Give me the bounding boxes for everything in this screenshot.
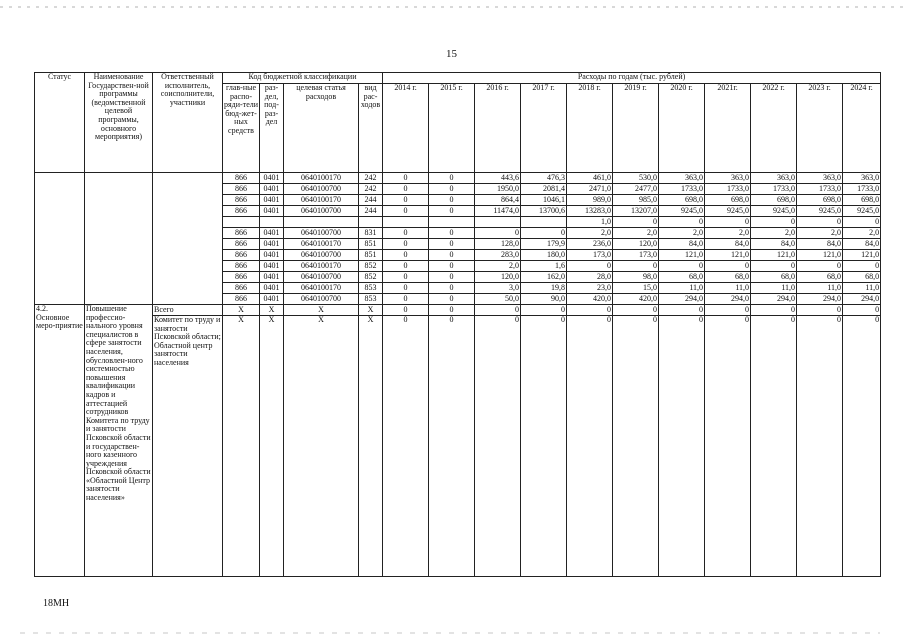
page-number: 15 (446, 48, 457, 60)
value-cell: 476,3 (521, 173, 567, 184)
table-row (35, 173, 881, 184)
value-cell: 363,0 (751, 173, 797, 184)
csr-cell: 0640100170 (284, 239, 359, 250)
value-cell: 0 (797, 217, 843, 228)
value-cell (383, 217, 429, 228)
header-rzpr: раз-дел, под-раз-дел (260, 84, 284, 173)
rzpr-cell: 0401 (260, 184, 284, 195)
value-cell: 11,0 (705, 283, 751, 294)
value-cell: 0 (613, 305, 659, 316)
header-year: 2016 г. (475, 84, 521, 173)
value-cell: 2477,0 (613, 184, 659, 195)
value-cell: 2,0 (843, 228, 881, 239)
value-cell: 0 (429, 316, 475, 577)
value-cell: 294,0 (659, 294, 705, 305)
value-cell: 68,0 (705, 272, 751, 283)
value-cell: 2471,0 (567, 184, 613, 195)
value-cell: 0 (613, 261, 659, 272)
value-cell: 0 (613, 217, 659, 228)
value-cell: 11,0 (843, 283, 881, 294)
value-cell: 13207,0 (613, 206, 659, 217)
value-cell: 120,0 (613, 239, 659, 250)
csr-cell: 0640100700 (284, 294, 359, 305)
value-cell: 121,0 (659, 250, 705, 261)
value-cell: 9245,0 (797, 206, 843, 217)
value-cell: 15,0 (613, 283, 659, 294)
value-cell: 11,0 (659, 283, 705, 294)
value-cell: 0 (751, 261, 797, 272)
value-cell: 0 (383, 305, 429, 316)
value-cell: 530,0 (613, 173, 659, 184)
value-cell: 0 (383, 261, 429, 272)
header-year: 2017 г. (521, 84, 567, 173)
value-cell: 363,0 (797, 173, 843, 184)
participant-label: Комитет по труду и занятости Псковской области; Областной центр занятости населения (153, 316, 223, 577)
grbs-cell: 866 (223, 228, 260, 239)
value-cell: 0 (429, 195, 475, 206)
value-cell: 461,0 (567, 173, 613, 184)
value-cell: 0 (567, 305, 613, 316)
value-cell: 0 (659, 217, 705, 228)
value-cell: 989,0 (567, 195, 613, 206)
csr-cell: 0640100700 (284, 250, 359, 261)
header-year: 2015 г. (429, 84, 475, 173)
value-cell: 0 (429, 305, 475, 316)
rzpr-cell: 0401 (260, 250, 284, 261)
scan-artifact-top (0, 6, 905, 8)
value-cell: 2,0 (659, 228, 705, 239)
footer-code: 18МН (43, 598, 70, 609)
value-cell: 0 (567, 316, 613, 577)
header-year: 2022 г. (751, 84, 797, 173)
value-cell: 1733,0 (751, 184, 797, 195)
header-program-name: Наименование Государствен-ной программы (ведомственной целевой программы, основного мероприятия) (85, 73, 153, 173)
vr-cell: 831 (359, 228, 383, 239)
rzpr-cell: 0401 (260, 195, 284, 206)
value-cell (429, 217, 475, 228)
vr-cell (359, 217, 383, 228)
value-cell: 1733,0 (659, 184, 705, 195)
grbs-cell: 866 (223, 184, 260, 195)
value-cell: 9245,0 (659, 206, 705, 217)
value-cell: 19,8 (521, 283, 567, 294)
value-cell: 698,0 (659, 195, 705, 206)
csr-cell: 0640100170 (284, 195, 359, 206)
value-cell: 84,0 (659, 239, 705, 250)
value-cell: 0 (383, 283, 429, 294)
grbs-cell: 866 (223, 239, 260, 250)
rzpr-cell: 0401 (260, 283, 284, 294)
name-cell-empty (85, 173, 153, 305)
header-year: 2023 г. (797, 84, 843, 173)
csr-cell: 0640100700 (284, 206, 359, 217)
value-cell: 0 (521, 316, 567, 577)
value-cell: 363,0 (659, 173, 705, 184)
csr-cell: 0640100700 (284, 272, 359, 283)
value-cell: 121,0 (843, 250, 881, 261)
value-cell: 236,0 (567, 239, 613, 250)
value-cell: 84,0 (843, 239, 881, 250)
value-cell: 23,0 (567, 283, 613, 294)
table-row-total (35, 305, 881, 316)
grbs-cell: 866 (223, 195, 260, 206)
value-cell: 84,0 (797, 239, 843, 250)
value-cell: 2,0 (567, 228, 613, 239)
value-cell: 0 (383, 173, 429, 184)
value-cell: 420,0 (567, 294, 613, 305)
value-cell: 68,0 (843, 272, 881, 283)
header-year: 2019 г. (613, 84, 659, 173)
total-rzpr-cell: X (260, 305, 284, 316)
value-cell: 121,0 (751, 250, 797, 261)
vr-cell: 852 (359, 272, 383, 283)
grbs-cell: 866 (223, 206, 260, 217)
vr-cell: 853 (359, 283, 383, 294)
value-cell: 0 (521, 228, 567, 239)
value-cell: 2081,4 (521, 184, 567, 195)
value-cell: 0 (521, 305, 567, 316)
vr-cell: 244 (359, 195, 383, 206)
value-cell: 173,0 (567, 250, 613, 261)
value-cell: 0 (383, 195, 429, 206)
value-cell: 68,0 (797, 272, 843, 283)
header-grbs: глав-ные распо-ряди-тели бюд-жет-ных средств (223, 84, 260, 173)
rzpr-cell (260, 217, 284, 228)
grbs-cell: 866 (223, 283, 260, 294)
grbs-cell: 866 (223, 173, 260, 184)
value-cell: 0 (613, 316, 659, 577)
header-year: 2018 г. (567, 84, 613, 173)
measure-status: 4.2. Основное меро-приятие (35, 305, 85, 577)
value-cell: 0 (429, 272, 475, 283)
value-cell: 13283,0 (567, 206, 613, 217)
value-cell: 294,0 (751, 294, 797, 305)
value-cell: 0 (383, 184, 429, 195)
budget-table (34, 72, 881, 577)
rzpr-cell: 0401 (260, 261, 284, 272)
value-cell: 1,0 (567, 217, 613, 228)
value-cell: 0 (797, 261, 843, 272)
value-cell: 1950,0 (475, 184, 521, 195)
value-cell: 90,0 (521, 294, 567, 305)
participant-rzpr-cell: X (260, 316, 284, 577)
value-cell: 0 (475, 316, 521, 577)
status-cell-empty (35, 173, 85, 305)
header-vr: вид рас-ходов (359, 84, 383, 173)
csr-cell: 0640100170 (284, 173, 359, 184)
measure-name: Повышение професcио-нального уровня специалистов в сфере занятости населения, обусловлен-ного системностью повышения квалификации кадров и аттестацией сотрудников Комитета по труду и занятости Псковской области и государствен-ного казенного учреждения Псковской области «Областной Центр занятости населения» (85, 305, 153, 577)
value-cell: 0 (659, 305, 705, 316)
value-cell: 0 (843, 261, 881, 272)
rzpr-cell: 0401 (260, 272, 284, 283)
value-cell: 363,0 (705, 173, 751, 184)
rzpr-cell: 0401 (260, 239, 284, 250)
value-cell: 294,0 (797, 294, 843, 305)
value-cell: 68,0 (751, 272, 797, 283)
value-cell: 0 (797, 316, 843, 577)
value-cell: 0 (843, 217, 881, 228)
value-cell: 0 (475, 305, 521, 316)
grbs-cell: 866 (223, 294, 260, 305)
value-cell: 0 (659, 316, 705, 577)
value-cell: 0 (383, 228, 429, 239)
value-cell: 84,0 (751, 239, 797, 250)
value-cell: 121,0 (797, 250, 843, 261)
value-cell: 985,0 (613, 195, 659, 206)
value-cell: 28,0 (567, 272, 613, 283)
grbs-cell: 866 (223, 272, 260, 283)
value-cell: 11,0 (797, 283, 843, 294)
csr-cell: 0640100700 (284, 228, 359, 239)
value-cell: 420,0 (613, 294, 659, 305)
value-cell: 0 (429, 250, 475, 261)
value-cell: 68,0 (659, 272, 705, 283)
grbs-cell: 866 (223, 261, 260, 272)
header-year: 2014 г. (383, 84, 429, 173)
value-cell: 0 (475, 228, 521, 239)
value-cell: 0 (705, 316, 751, 577)
vr-cell: 242 (359, 173, 383, 184)
value-cell: 443,6 (475, 173, 521, 184)
participant-csr-cell: X (284, 316, 359, 577)
header-year: 2020 г. (659, 84, 705, 173)
rzpr-cell: 0401 (260, 173, 284, 184)
value-cell: 2,0 (797, 228, 843, 239)
participant-vr-cell: X (359, 316, 383, 577)
header-year: 2024 г. (843, 84, 881, 173)
header-status: Статус (35, 73, 85, 173)
value-cell: 13700,6 (521, 206, 567, 217)
vr-cell: 242 (359, 184, 383, 195)
scan-artifact-bottom (20, 632, 880, 634)
header-responsible: Ответственный исполнитель, соисполнители, участники (153, 73, 223, 173)
value-cell: 0 (843, 316, 881, 577)
value-cell: 0 (429, 173, 475, 184)
value-cell: 1733,0 (843, 184, 881, 195)
value-cell: 2,0 (613, 228, 659, 239)
value-cell: 98,0 (613, 272, 659, 283)
total-vr-cell: X (359, 305, 383, 316)
value-cell: 180,0 (521, 250, 567, 261)
value-cell: 120,0 (475, 272, 521, 283)
value-cell: 0 (705, 261, 751, 272)
table-row-participant (35, 316, 881, 577)
vr-cell: 244 (359, 206, 383, 217)
vr-cell: 853 (359, 294, 383, 305)
value-cell: 698,0 (797, 195, 843, 206)
value-cell: 0 (429, 294, 475, 305)
value-cell: 0 (429, 261, 475, 272)
header-expenses: Расходы по годам (тыс. рублей) (383, 73, 881, 84)
value-cell: 0 (383, 316, 429, 577)
value-cell: 3,0 (475, 283, 521, 294)
value-cell: 84,0 (705, 239, 751, 250)
value-cell: 0 (429, 206, 475, 217)
value-cell: 9245,0 (843, 206, 881, 217)
value-cell: 0 (751, 217, 797, 228)
value-cell: 0 (429, 228, 475, 239)
value-cell: 283,0 (475, 250, 521, 261)
value-cell: 2,0 (751, 228, 797, 239)
value-cell: 128,0 (475, 239, 521, 250)
value-cell: 363,0 (843, 173, 881, 184)
rzpr-cell: 0401 (260, 206, 284, 217)
value-cell: 2,0 (705, 228, 751, 239)
value-cell (521, 217, 567, 228)
value-cell: 2,0 (475, 261, 521, 272)
value-cell: 0 (843, 305, 881, 316)
value-cell: 11,0 (751, 283, 797, 294)
header-csr: целевая статья расходов (284, 84, 359, 173)
value-cell: 179,9 (521, 239, 567, 250)
value-cell: 0 (705, 217, 751, 228)
value-cell: 698,0 (843, 195, 881, 206)
grbs-cell: 866 (223, 250, 260, 261)
value-cell: 0 (383, 239, 429, 250)
total-label: Всего (153, 305, 223, 316)
value-cell: 1733,0 (705, 184, 751, 195)
value-cell: 294,0 (705, 294, 751, 305)
value-cell: 0 (659, 261, 705, 272)
value-cell: 50,0 (475, 294, 521, 305)
value-cell: 1,6 (521, 261, 567, 272)
header-budget-code: Код бюджетной классификации (223, 73, 383, 84)
value-cell: 698,0 (751, 195, 797, 206)
csr-cell: 0640100170 (284, 283, 359, 294)
value-cell: 11474,0 (475, 206, 521, 217)
header-year: 2021г. (705, 84, 751, 173)
value-cell: 1046,1 (521, 195, 567, 206)
value-cell: 0 (383, 272, 429, 283)
vr-cell: 851 (359, 250, 383, 261)
value-cell: 9245,0 (751, 206, 797, 217)
rzpr-cell: 0401 (260, 228, 284, 239)
participant-grbs-cell: X (223, 316, 260, 577)
value-cell: 0 (751, 316, 797, 577)
value-cell: 294,0 (843, 294, 881, 305)
value-cell: 864,4 (475, 195, 521, 206)
value-cell: 0 (567, 261, 613, 272)
vr-cell: 851 (359, 239, 383, 250)
total-csr-cell: X (284, 305, 359, 316)
csr-cell: 0640100700 (284, 184, 359, 195)
value-cell (475, 217, 521, 228)
value-cell: 162,0 (521, 272, 567, 283)
value-cell: 698,0 (705, 195, 751, 206)
responsible-cell-empty (153, 173, 223, 305)
value-cell: 121,0 (705, 250, 751, 261)
csr-cell (284, 217, 359, 228)
value-cell: 1733,0 (797, 184, 843, 195)
value-cell: 0 (383, 294, 429, 305)
vr-cell: 852 (359, 261, 383, 272)
value-cell: 0 (383, 206, 429, 217)
value-cell: 0 (383, 250, 429, 261)
csr-cell: 0640100170 (284, 261, 359, 272)
value-cell: 9245,0 (705, 206, 751, 217)
value-cell: 0 (797, 305, 843, 316)
total-grbs-cell: X (223, 305, 260, 316)
value-cell: 0 (751, 305, 797, 316)
value-cell: 173,0 (613, 250, 659, 261)
value-cell: 0 (429, 239, 475, 250)
rzpr-cell: 0401 (260, 294, 284, 305)
value-cell: 0 (429, 184, 475, 195)
value-cell: 0 (429, 283, 475, 294)
grbs-cell (223, 217, 260, 228)
value-cell: 0 (705, 305, 751, 316)
